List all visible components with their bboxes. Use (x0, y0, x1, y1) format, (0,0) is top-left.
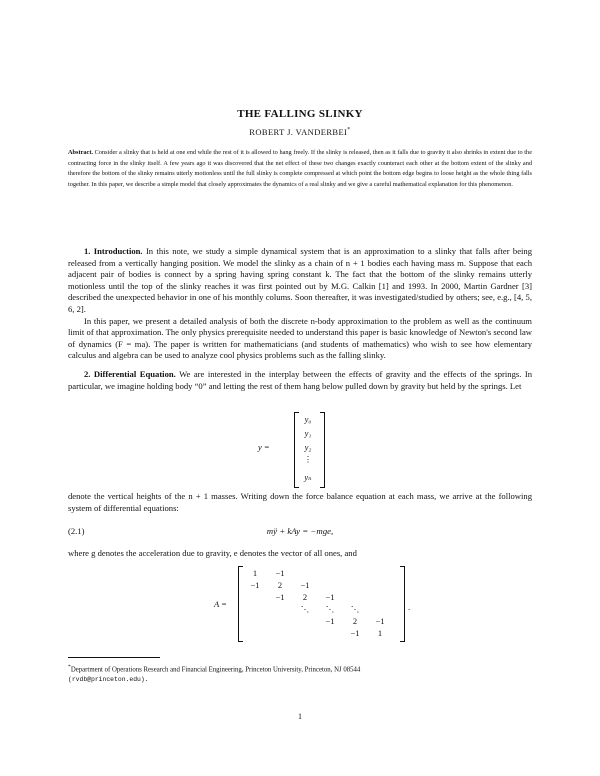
matrix-entry: −1 (300, 580, 310, 590)
footnote-rule (68, 657, 160, 658)
matrix-entry: ⋱ (350, 604, 360, 614)
matrix-entry: −1 (325, 616, 335, 626)
matrix-entry: ⋱ (325, 604, 335, 614)
vector-entry: ⋮ (303, 454, 313, 464)
matrix-entry: −1 (275, 568, 285, 578)
intro-p1-text: In this note, we study a simple dynamical system that is an approximation to a slinky that falls after being released from a vertically hanging position. We model the slinky as a chain of n + 1 bodies each having mass m. Suppose that each adjacent pair of bodies is connect by a spring having spring constant k. The fact that the bottom of the slinky remains utterly motionless until the top of the slinky reaches it was first pointed out by M.G. Calkin [1] and 1993. In 2000, Martin Gardner [3] described the unexpected behavior in one of his monthly colums. Soon thereafter, it was investigated/studied by others; see, e.g., [4, 5, 6, 2]. (68, 246, 532, 314)
footnote-text: Department of Operations Research and Financial Engineering, Princeton University, Princeton, NJ 08544 (70, 666, 361, 674)
matrix-entry: −1 (375, 616, 385, 626)
vector-lhs: y = (258, 442, 270, 452)
matrix-entry: 2 (277, 580, 283, 590)
matrix-lhs: A = (214, 599, 227, 609)
matrix-entry: −1 (325, 592, 335, 602)
vector-right-bracket (320, 412, 325, 488)
diffeq-paragraph-1 (68, 369, 532, 392)
matrix-a-equation (210, 566, 410, 642)
equation-number: (2.1) (68, 526, 85, 536)
matrix-entry: −1 (275, 592, 285, 602)
matrix-entry: −1 (250, 580, 260, 590)
diffeq-p1-text: We are interested in the interplay between the effects of gravity and the effects of the springs. In particular, we imagine holding body “0” and letting the rest of them hang below pulled down by gravity but held by the springs. Let (68, 369, 532, 391)
intro-paragraph-1 (68, 246, 532, 316)
footnote-email: (rvdb@princeton.edu). (68, 676, 149, 684)
abstract-label: Abstract. (68, 149, 94, 156)
intro-paragraph-2: In this paper, we present a detailed analysis of both the discrete n-body approximation to the problem as well as the continuum limit of that approximation. The only physics prerequisite needed to understand this paper is basic knowledge of Newton's second law of dynamics (F = ma). The paper is written for mathematicians (and students of mathematics) who wish to see how elementary calculus and algebra can be used to analyze cool physics problems such as the falling slinky. (68, 315, 532, 361)
page-number: 1 (298, 712, 302, 721)
paper-author (0, 127, 600, 137)
diffeq-paragraph-3: where g denotes the acceleration due to gravity, e denotes the vector of all ones, and (68, 548, 357, 558)
vector-entry: yₙ (304, 472, 312, 482)
matrix-entry: ⋱ (300, 604, 310, 614)
matrix-entry: 1 (377, 628, 383, 638)
footnote-mark: * (68, 664, 71, 670)
section-differential-equation (68, 369, 532, 392)
diffeq-paragraph-2-block (68, 491, 532, 514)
matrix-entry: 2 (302, 592, 308, 602)
author-name: ROBERT J. VANDERBEI (249, 127, 348, 137)
abstract (68, 148, 532, 190)
matrix-entry: 1 (252, 568, 258, 578)
paper-title: THE FALLING SLINKY (237, 108, 363, 120)
vector-entry: y₂ (304, 442, 312, 452)
matrix-entry: 2 (352, 616, 358, 626)
diffeq-heading: 2. Differential Equation. (84, 369, 176, 379)
vector-y-equation (250, 412, 370, 488)
section-introduction (68, 246, 532, 362)
vector-entry: y₁ (304, 428, 312, 438)
vector-entry: y₀ (304, 414, 312, 424)
abstract-text: Consider a slinky that is held at one end while the rest of it is allowed to hang freely. If the slinky is released, then as it falls due to gravity it also shrinks in extent due to the contracting force in the slinky itself. A few years ago it was discovered that the net effect of these two changes exactly counteract each other at the bottom extent of the slinky and therefore the bottom of the slinky remains utterly motionless until the full slinky is complete compressed at which point the bottom edge begins to loose height as the whole thing falls together. In this paper, we describe a simple model that closely approximates the dynamics of a real slinky and we give a careful mathematical explanation for this phenomenon. (68, 149, 532, 188)
author-footnote-mark: * (347, 127, 351, 134)
intro-heading: 1. Introduction. (84, 246, 143, 256)
matrix-trailing-period: . (408, 602, 411, 612)
diffeq-paragraph-3-block (68, 548, 532, 560)
footnote (68, 662, 532, 685)
matrix-right-bracket (400, 566, 405, 642)
matrix-entry: −1 (350, 628, 360, 638)
diffeq-paragraph-2: denote the vertical heights of the n + 1 masses. Writing down the force balance equation at each mass, we arrive at the following system of differential equations: (68, 491, 532, 513)
matrix-left-bracket (238, 566, 243, 642)
equation-2-1: mÿ + kAy = −mge, (266, 526, 334, 536)
